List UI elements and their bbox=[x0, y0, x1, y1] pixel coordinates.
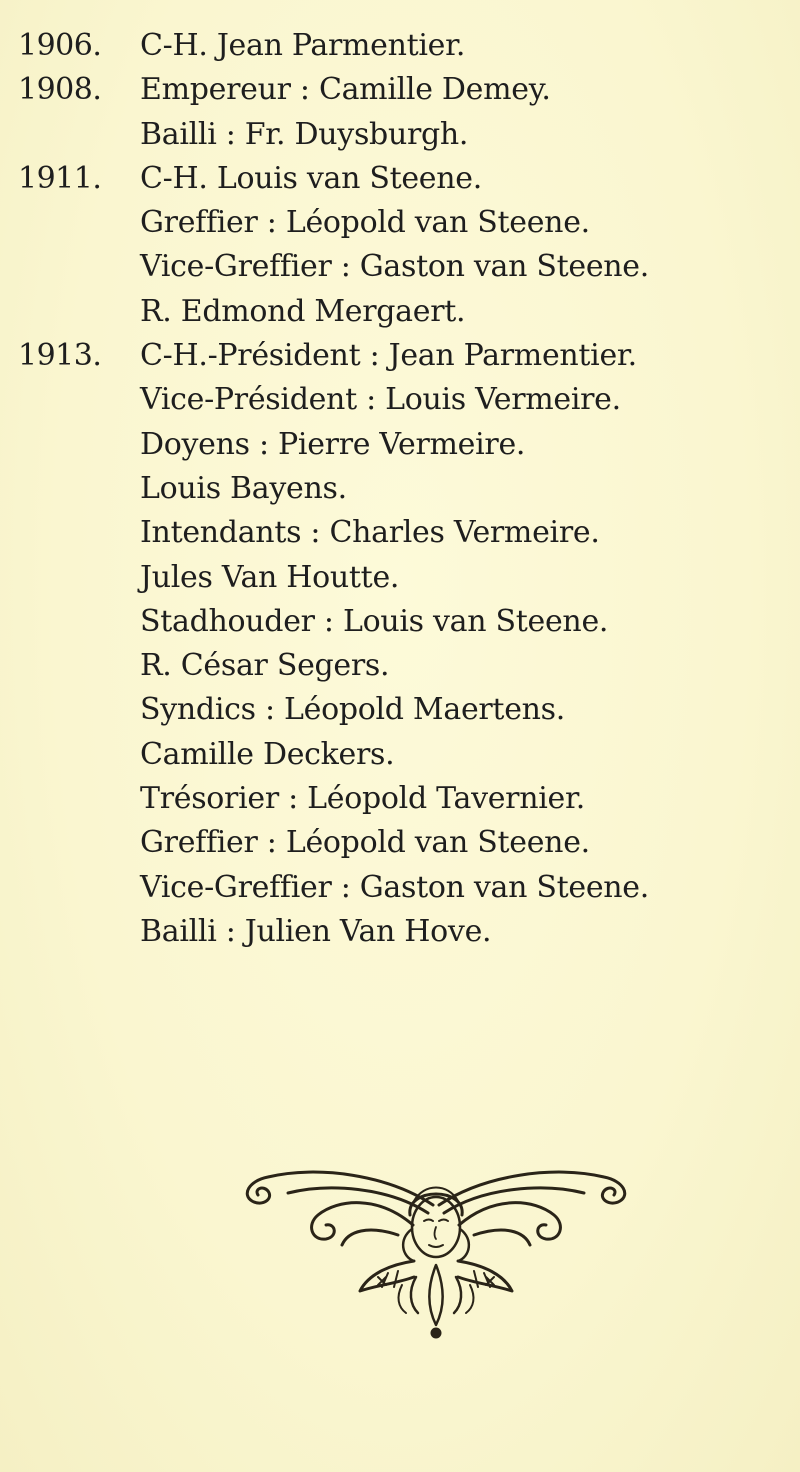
art-nouveau-angel-head-ornament-icon bbox=[238, 1165, 634, 1345]
entry-line: Empereur : Camille Demey. bbox=[140, 72, 551, 108]
entry-row bbox=[0, 201, 800, 245]
entry-line: Bailli : Julien Van Hove. bbox=[140, 913, 492, 949]
entry-year: 1911. bbox=[18, 160, 102, 196]
entry-line: Stadhouder : Louis van Steene. bbox=[140, 603, 609, 639]
entry-line: Camille Deckers. bbox=[140, 736, 395, 772]
entry-line: Trésorier : Léopold Tavernier. bbox=[140, 781, 585, 817]
entry-line: Louis Bayens. bbox=[140, 470, 347, 506]
entry-line: R. César Segers. bbox=[140, 648, 390, 684]
entry-line: Greffier : Léopold van Steene. bbox=[140, 825, 590, 861]
entry-line: Vice-Greffier : Gaston van Steene. bbox=[140, 249, 649, 285]
entry-line: Greffier : Léopold van Steene. bbox=[140, 205, 590, 241]
entry-row bbox=[0, 290, 800, 334]
entry-row bbox=[0, 378, 800, 422]
entry-line: C-H. Jean Parmentier. bbox=[140, 28, 466, 63]
entry-row bbox=[0, 467, 800, 511]
entry-row bbox=[0, 644, 800, 688]
entry-row bbox=[0, 245, 800, 289]
entry-year: 1906. bbox=[18, 28, 102, 63]
entry-row bbox=[0, 24, 800, 68]
entry-row bbox=[0, 113, 800, 157]
entry-row bbox=[0, 600, 800, 644]
entry-row bbox=[0, 556, 800, 600]
entry-row bbox=[0, 910, 800, 954]
entry-row bbox=[0, 423, 800, 467]
entry-row bbox=[0, 157, 800, 201]
entry-row bbox=[0, 777, 800, 821]
entry-row bbox=[0, 866, 800, 910]
entry-year: 1913. bbox=[18, 338, 102, 374]
entry-line: Jules Van Houtte. bbox=[140, 559, 400, 595]
entry-line: Syndics : Léopold Maertens. bbox=[140, 692, 565, 728]
entry-row bbox=[0, 68, 800, 112]
entry-line: Vice-Greffier : Gaston van Steene. bbox=[140, 869, 649, 905]
entry-line: C-H.-Président : Jean Parmentier. bbox=[140, 338, 637, 374]
entry-row bbox=[0, 733, 800, 777]
entry-row bbox=[0, 511, 800, 555]
entry-line: R. Edmond Mergaert. bbox=[140, 293, 466, 329]
year-list bbox=[0, 24, 800, 954]
entry-row bbox=[0, 821, 800, 865]
entry-line: Intendants : Charles Vermeire. bbox=[140, 515, 600, 551]
entry-year: 1908. bbox=[18, 72, 102, 108]
entry-row bbox=[0, 334, 800, 378]
entry-line: Bailli : Fr. Duysburgh. bbox=[140, 116, 469, 152]
entry-line: C-H. Louis van Steene. bbox=[140, 160, 482, 196]
entry-row bbox=[0, 688, 800, 732]
entry-line: Vice-Président : Louis Vermeire. bbox=[140, 382, 621, 418]
entry-line: Doyens : Pierre Vermeire. bbox=[140, 426, 526, 462]
